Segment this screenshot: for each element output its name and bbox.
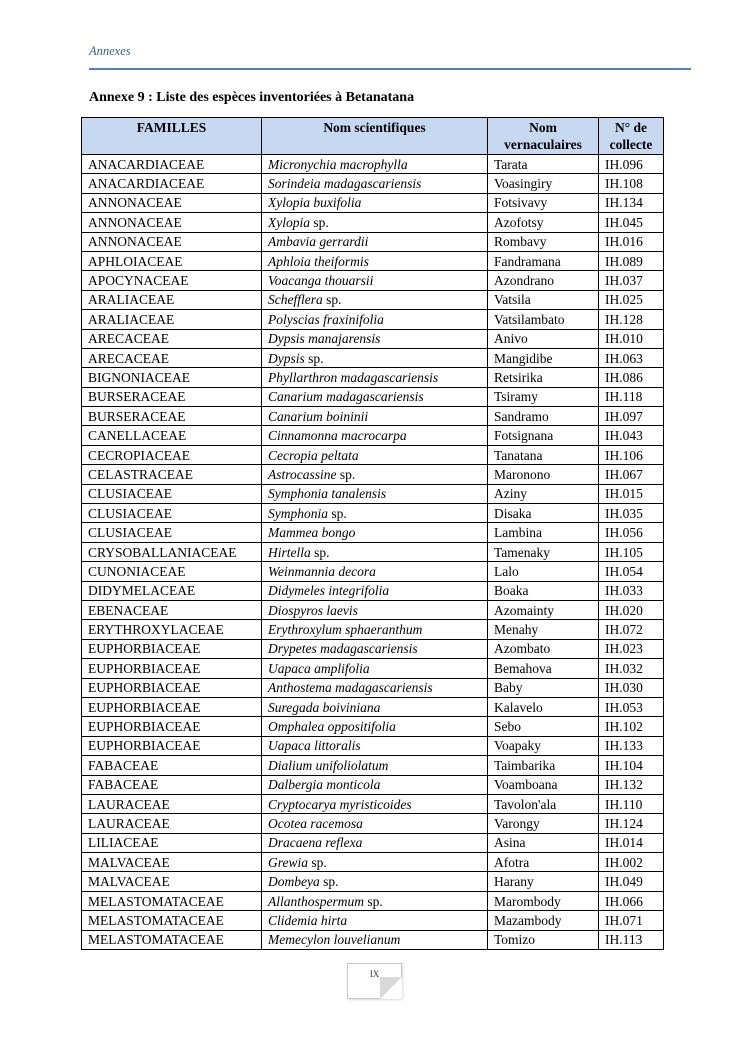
family-cell: APOCYNACEAE — [82, 271, 262, 290]
vernacular-name-cell: Tomizo — [488, 930, 599, 949]
vernacular-name-cell: Anivo — [488, 329, 599, 348]
collection-number-cell: IH.010 — [599, 329, 664, 348]
running-header: Annexes — [89, 44, 131, 58]
scientific-name-cell — [262, 174, 488, 193]
scientific-name: Dombeya — [268, 874, 320, 890]
species-abbreviation: sp. — [310, 544, 330, 560]
family-cell: EUPHORBIACEAE — [82, 639, 262, 658]
vernacular-name-cell: Mazambody — [488, 911, 599, 930]
family-cell: ANACARDIACEAE — [82, 155, 262, 174]
table-row — [82, 678, 664, 697]
scientific-name-cell — [262, 407, 488, 426]
header-vernacular-line1: Nom — [529, 120, 557, 135]
table-row — [82, 290, 664, 309]
scientific-name-cell — [262, 833, 488, 852]
scientific-name-cell — [262, 581, 488, 600]
species-abbreviation: sp. — [308, 854, 327, 870]
table-row — [82, 368, 664, 387]
scientific-name-cell — [262, 678, 488, 697]
family-cell: ANNONACEAE — [82, 193, 262, 212]
scientific-name: Suregada boiviniana — [268, 699, 381, 715]
scientific-name-cell — [262, 271, 488, 290]
scientific-name: Dracaena reflexa — [268, 835, 363, 851]
header-number-line2: collecte — [609, 137, 653, 152]
family-cell: MALVACEAE — [82, 853, 262, 872]
vernacular-name-cell: Rombavy — [488, 232, 599, 251]
family-cell: CELASTRACEAE — [82, 465, 262, 484]
family-cell: CLUSIACEAE — [82, 484, 262, 503]
scientific-name-cell — [262, 348, 488, 367]
collection-number-cell: IH.025 — [599, 290, 664, 309]
table-row — [82, 542, 664, 561]
collection-number-cell: IH.132 — [599, 775, 664, 794]
scientific-name: Erythroxylum sphaeranthum — [268, 622, 423, 638]
vernacular-name-cell: Harany — [488, 872, 599, 891]
species-abbreviation: sp. — [304, 350, 324, 366]
scientific-name: Phyllarthron madagascariensis — [268, 369, 439, 385]
family-cell: MELASTOMATACEAE — [82, 911, 262, 930]
vernacular-name-cell: Vatsilambato — [488, 310, 599, 329]
page-number: IX — [369, 969, 380, 979]
scientific-name-cell — [262, 155, 488, 174]
scientific-name: Voacanga thouarsii — [268, 273, 374, 289]
header-familles: FAMILLES — [82, 118, 262, 155]
collection-number-cell: IH.043 — [599, 426, 664, 445]
scientific-name: Omphalea oppositifolia — [268, 719, 396, 735]
collection-number-cell: IH.054 — [599, 562, 664, 581]
collection-number-cell: IH.118 — [599, 387, 664, 406]
collection-number-cell: IH.066 — [599, 891, 664, 910]
collection-number-cell: IH.124 — [599, 814, 664, 833]
vernacular-name-cell: Fotsignana — [488, 426, 599, 445]
table-row — [82, 600, 664, 619]
vernacular-name-cell: Voapaky — [488, 736, 599, 755]
vernacular-name-cell: Taimbarika — [488, 756, 599, 775]
scientific-name: Xylopia buxifolia — [268, 195, 362, 211]
scientific-name-cell — [262, 387, 488, 406]
vernacular-name-cell: Tsiramy — [488, 387, 599, 406]
scientific-name: Cinnamonna macrocarpa — [268, 428, 407, 444]
scientific-name-cell — [262, 445, 488, 464]
table-row — [82, 348, 664, 367]
family-cell: MELASTOMATACEAE — [82, 930, 262, 949]
family-cell: CECROPIACEAE — [82, 445, 262, 464]
collection-number-cell: IH.015 — [599, 484, 664, 503]
family-cell: ARALIACEAE — [82, 310, 262, 329]
scientific-name: Didymeles integrifolia — [268, 583, 390, 599]
header-scientific-name: Nom scientifiques — [262, 118, 488, 155]
family-cell: CLUSIACEAE — [82, 504, 262, 523]
family-cell: ARECACEAE — [82, 329, 262, 348]
family-cell: CLUSIACEAE — [82, 523, 262, 542]
collection-number-cell: IH.089 — [599, 251, 664, 270]
family-cell: FABACEAE — [82, 756, 262, 775]
collection-number-cell: IH.037 — [599, 271, 664, 290]
vernacular-name-cell: Tanatana — [488, 445, 599, 464]
collection-number-cell: IH.096 — [599, 155, 664, 174]
scientific-name: Diospyros laevis — [268, 602, 358, 618]
collection-number-cell: IH.105 — [599, 542, 664, 561]
table-row — [82, 329, 664, 348]
family-cell: CRYSOBALLANIACEAE — [82, 542, 262, 561]
header-vernacular-name — [488, 118, 599, 155]
vernacular-name-cell: Tarata — [488, 155, 599, 174]
scientific-name-cell — [262, 891, 488, 910]
collection-number-cell: IH.020 — [599, 600, 664, 619]
species-abbreviation: sp. — [310, 214, 329, 230]
vernacular-name-cell: Voasingiry — [488, 174, 599, 193]
scientific-name-cell — [262, 697, 488, 716]
species-table-body — [82, 155, 664, 950]
scientific-name-cell — [262, 600, 488, 619]
vernacular-name-cell: Azombato — [488, 639, 599, 658]
collection-number-cell: IH.023 — [599, 639, 664, 658]
scientific-name: Dialium unifoliolatum — [268, 757, 389, 773]
header-vernacular-line2: vernaculaires — [504, 137, 582, 152]
family-cell: BURSERACEAE — [82, 387, 262, 406]
table-row — [82, 659, 664, 678]
scientific-name: Weinmannia decora — [268, 563, 376, 579]
annex-title: Annexe 9 : Liste des espèces inventoriées à Betanatana — [89, 90, 415, 105]
table-row — [82, 930, 664, 949]
scientific-name-cell — [262, 251, 488, 270]
scientific-name-cell — [262, 426, 488, 445]
vernacular-name-cell: Azondrano — [488, 271, 599, 290]
table-row — [82, 484, 664, 503]
table-row — [82, 387, 664, 406]
table-row — [82, 775, 664, 794]
table-row — [82, 853, 664, 872]
collection-number-cell: IH.033 — [599, 581, 664, 600]
table-row — [82, 155, 664, 174]
header-divider — [89, 68, 691, 70]
scientific-name-cell — [262, 659, 488, 678]
scientific-name-cell — [262, 853, 488, 872]
table-row — [82, 523, 664, 542]
table-row — [82, 445, 664, 464]
scientific-name-cell — [262, 290, 488, 309]
family-cell: EUPHORBIACEAE — [82, 697, 262, 716]
scientific-name: Astrocassine — [268, 466, 337, 482]
table-row — [82, 193, 664, 212]
vernacular-name-cell: Marombody — [488, 891, 599, 910]
scientific-name: Symphonia tanalensis — [268, 486, 387, 502]
family-cell: MELASTOMATACEAE — [82, 891, 262, 910]
collection-number-cell: IH.128 — [599, 310, 664, 329]
family-cell: LILIACEAE — [82, 833, 262, 852]
scientific-name: Hirtella — [268, 544, 311, 560]
collection-number-cell: IH.113 — [599, 930, 664, 949]
scientific-name: Mammea bongo — [268, 525, 356, 541]
scientific-name: Symphonia — [268, 505, 328, 521]
family-cell: CUNONIACEAE — [82, 562, 262, 581]
vernacular-name-cell: Vatsila — [488, 290, 599, 309]
vernacular-name-cell: Kalavelo — [488, 697, 599, 716]
scientific-name: Aphloia theiformis — [268, 253, 369, 269]
family-cell: MALVACEAE — [82, 872, 262, 891]
family-cell: ARECACEAE — [82, 348, 262, 367]
collection-number-cell: IH.063 — [599, 348, 664, 367]
table-row — [82, 736, 664, 755]
scientific-name: Ocotea racemosa — [268, 815, 363, 831]
vernacular-name-cell: Sebo — [488, 717, 599, 736]
table-row — [82, 620, 664, 639]
species-abbreviation: sp. — [322, 292, 342, 308]
collection-number-cell: IH.032 — [599, 659, 664, 678]
header-number-line1: N° de — [614, 120, 648, 135]
scientific-name-cell — [262, 193, 488, 212]
family-cell: APHLOIACEAE — [82, 251, 262, 270]
table-row — [82, 407, 664, 426]
family-cell: DIDYMELACEAE — [82, 581, 262, 600]
vernacular-name-cell: Fandramana — [488, 251, 599, 270]
table-row — [82, 271, 664, 290]
collection-number-cell: IH.014 — [599, 833, 664, 852]
scientific-name-cell — [262, 232, 488, 251]
scientific-name-cell — [262, 310, 488, 329]
scientific-name-cell — [262, 717, 488, 736]
collection-number-cell: IH.104 — [599, 756, 664, 775]
table-row — [82, 465, 664, 484]
table-row — [82, 794, 664, 813]
species-abbreviation: sp. — [319, 874, 339, 890]
vernacular-name-cell: Bemahova — [488, 659, 599, 678]
vernacular-name-cell: Varongy — [488, 814, 599, 833]
vernacular-name-cell: Voamboana — [488, 775, 599, 794]
scientific-name: Clidemia hirta — [268, 912, 348, 928]
collection-number-cell: IH.030 — [599, 678, 664, 697]
vernacular-name-cell: Menahy — [488, 620, 599, 639]
scientific-name-cell — [262, 562, 488, 581]
collection-number-cell: IH.134 — [599, 193, 664, 212]
scientific-name-cell — [262, 930, 488, 949]
scientific-name: Dalbergia monticola — [268, 777, 381, 793]
scientific-name: Sorindeia madagascariensis — [268, 176, 422, 192]
family-cell: ARALIACEAE — [82, 290, 262, 309]
table-row — [82, 833, 664, 852]
family-cell: LAURACEAE — [82, 814, 262, 833]
table-row — [82, 891, 664, 910]
scientific-name: Grewia — [268, 854, 308, 870]
scientific-name-cell — [262, 620, 488, 639]
scientific-name: Cryptocarya myristicoides — [268, 796, 412, 812]
scientific-name-cell — [262, 911, 488, 930]
table-row — [82, 213, 664, 232]
table-row — [82, 756, 664, 775]
scientific-name: Xylopia — [268, 214, 310, 230]
scientific-name: Anthostema madagascariensis — [268, 680, 433, 696]
family-cell: EUPHORBIACEAE — [82, 717, 262, 736]
scientific-name: Canarium madagascariensis — [268, 389, 424, 405]
scientific-name-cell — [262, 213, 488, 232]
scientific-name: Micronychia macrophylla — [268, 156, 408, 172]
scientific-name-cell — [262, 736, 488, 755]
vernacular-name-cell: Sandramo — [488, 407, 599, 426]
table-row — [82, 872, 664, 891]
scientific-name-cell — [262, 814, 488, 833]
scientific-name: Ambavia gerrardii — [268, 234, 369, 250]
vernacular-name-cell: Retsirika — [488, 368, 599, 387]
collection-number-cell: IH.045 — [599, 213, 664, 232]
vernacular-name-cell: Asina — [488, 833, 599, 852]
family-cell: CANELLACEAE — [82, 426, 262, 445]
scientific-name: Polyscias fraxinifolia — [268, 311, 384, 327]
collection-number-cell: IH.053 — [599, 697, 664, 716]
scientific-name: Memecylon louvelianum — [268, 932, 401, 948]
scientific-name-cell — [262, 523, 488, 542]
family-cell: ERYTHROXYLACEAE — [82, 620, 262, 639]
scientific-name-cell — [262, 484, 488, 503]
scientific-name-cell — [262, 756, 488, 775]
page-number-box — [347, 963, 402, 999]
family-cell: ANNONACEAE — [82, 232, 262, 251]
scientific-name-cell — [262, 794, 488, 813]
page-curl-icon — [380, 977, 402, 999]
vernacular-name-cell: Mangidibe — [488, 348, 599, 367]
family-cell: LAURACEAE — [82, 794, 262, 813]
vernacular-name-cell: Maronono — [488, 465, 599, 484]
collection-number-cell: IH.049 — [599, 872, 664, 891]
table-row — [82, 717, 664, 736]
collection-number-cell: IH.002 — [599, 853, 664, 872]
collection-number-cell: IH.106 — [599, 445, 664, 464]
family-cell: BIGNONIACEAE — [82, 368, 262, 387]
family-cell: FABACEAE — [82, 775, 262, 794]
table-row — [82, 174, 664, 193]
table-row — [82, 310, 664, 329]
family-cell: EUPHORBIACEAE — [82, 736, 262, 755]
table-row — [82, 639, 664, 658]
scientific-name: Uapaca littoralis — [268, 738, 361, 754]
header-collection-number — [599, 118, 664, 155]
family-cell: ANNONACEAE — [82, 213, 262, 232]
scientific-name: Dypsis manajarensis — [268, 331, 381, 347]
scientific-name: Schefflera — [268, 292, 323, 308]
scientific-name: Drypetes madagascariensis — [268, 641, 418, 657]
species-table — [81, 117, 664, 950]
collection-number-cell: IH.133 — [599, 736, 664, 755]
table-row — [82, 232, 664, 251]
scientific-name: Uapaca amplifolia — [268, 660, 370, 676]
family-cell: ANACARDIACEAE — [82, 174, 262, 193]
species-abbreviation: sp. — [328, 505, 347, 521]
vernacular-name-cell: Fotsivavy — [488, 193, 599, 212]
scientific-name-cell — [262, 639, 488, 658]
table-header-row — [82, 118, 664, 155]
collection-number-cell: IH.108 — [599, 174, 664, 193]
family-cell: EUPHORBIACEAE — [82, 659, 262, 678]
vernacular-name-cell: Aziny — [488, 484, 599, 503]
table-row — [82, 581, 664, 600]
table-row — [82, 697, 664, 716]
collection-number-cell: IH.056 — [599, 523, 664, 542]
scientific-name-cell — [262, 872, 488, 891]
collection-number-cell: IH.110 — [599, 794, 664, 813]
scientific-name-cell — [262, 329, 488, 348]
vernacular-name-cell: Azomainty — [488, 600, 599, 619]
vernacular-name-cell: Lalo — [488, 562, 599, 581]
scientific-name-cell — [262, 368, 488, 387]
vernacular-name-cell: Boaka — [488, 581, 599, 600]
collection-number-cell: IH.016 — [599, 232, 664, 251]
vernacular-name-cell: Afotra — [488, 853, 599, 872]
vernacular-name-cell: Baby — [488, 678, 599, 697]
family-cell: EBENACEAE — [82, 600, 262, 619]
collection-number-cell: IH.035 — [599, 504, 664, 523]
collection-number-cell: IH.102 — [599, 717, 664, 736]
table-row — [82, 426, 664, 445]
collection-number-cell: IH.071 — [599, 911, 664, 930]
family-cell: EUPHORBIACEAE — [82, 678, 262, 697]
scientific-name-cell — [262, 775, 488, 794]
scientific-name: Allanthospermum — [268, 893, 364, 909]
vernacular-name-cell: Tavolon'ala — [488, 794, 599, 813]
table-row — [82, 814, 664, 833]
collection-number-cell: IH.067 — [599, 465, 664, 484]
table-row — [82, 504, 664, 523]
scientific-name-cell — [262, 542, 488, 561]
vernacular-name-cell: Tamenaky — [488, 542, 599, 561]
collection-number-cell: IH.072 — [599, 620, 664, 639]
scientific-name: Cecropia peltata — [268, 447, 359, 463]
collection-number-cell: IH.086 — [599, 368, 664, 387]
vernacular-name-cell: Lambina — [488, 523, 599, 542]
vernacular-name-cell: Azofotsy — [488, 213, 599, 232]
vernacular-name-cell: Disaka — [488, 504, 599, 523]
family-cell: BURSERACEAE — [82, 407, 262, 426]
scientific-name-cell — [262, 504, 488, 523]
species-abbreviation: sp. — [336, 466, 356, 482]
collection-number-cell: IH.097 — [599, 407, 664, 426]
table-row — [82, 251, 664, 270]
scientific-name: Canarium boininii — [268, 408, 369, 424]
table-row — [82, 562, 664, 581]
species-abbreviation: sp. — [364, 893, 383, 909]
table-row — [82, 911, 664, 930]
scientific-name: Dypsis — [268, 350, 305, 366]
scientific-name-cell — [262, 465, 488, 484]
